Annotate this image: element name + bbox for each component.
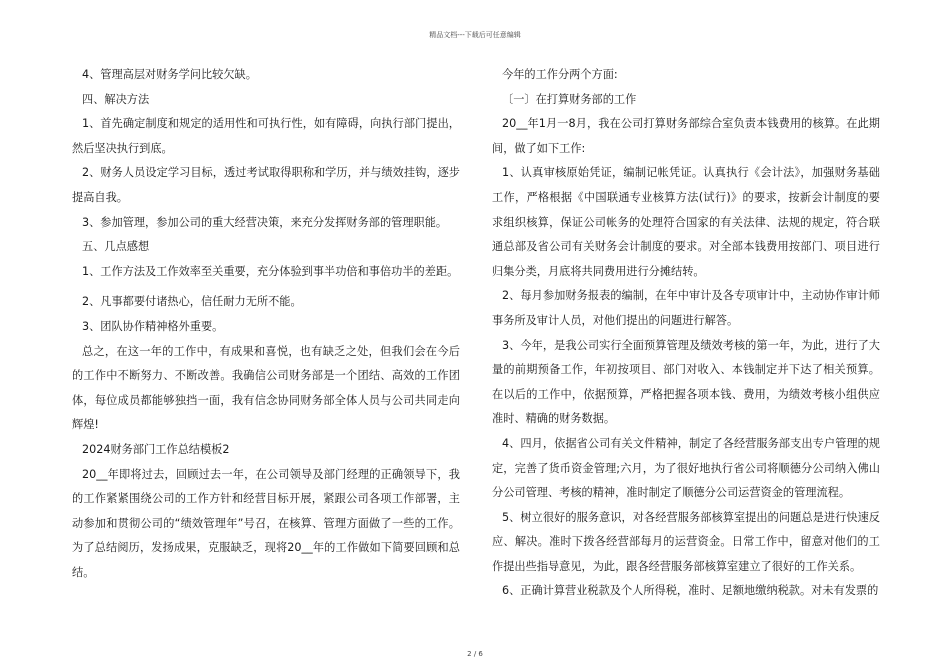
paragraph: 2、每月参加财务报表的编制，在年中审计及各专项审计中，主动协作审计师事务所及审计人员，对他们提出的问题进行解答。 <box>492 289 880 327</box>
paragraph: 1、认真审核原始凭证，编制记帐凭证。认真执行《会计法》，加强财务基础工作，严格根据《中国联通专业核算方法(试行)》的要求，按新会计制度的要求组织核算，保证公司帐务的处理符合国家的有关法律、法规的规定，符合联通总部及省公司有关财务会计制度的要求。对全部本钱费用按部门、项目进行归集分类，月底将共同费用进行分摊结转。 <box>492 166 880 278</box>
paragraph: 20__年即将过去，回顾过去一年，在公司领导及部门经理的正确领导下，我的工作紧紧围绕公司的工作方针和经营目标开展，紧跟公司各项工作部署，主动参加和贯彻公司的“绩效管理年”号召，在核算、管理方面做了一些的工作。为了总结阅历，发扬成果，克服缺乏，现将20__年的工作做如下简要回顾和总结。 <box>72 467 460 579</box>
page-number: 2 / 6 <box>467 650 483 658</box>
paragraph: 2、财务人员设定学习目标，透过考试取得职称和学历，并与绩效挂钩，逐步提高自我。 <box>72 166 460 204</box>
paragraph: 4、四月，依据省公司有关文件精神，制定了各经营服务部支出专户管理的规定，完善了货币资金管理;六月，为了很好地执行省公司将顺德分公司纳入佛山分公司管理、考核的精神，准时制定了顺德分公司运营资金的管理流程。 <box>492 436 880 500</box>
section-heading: 四、解决方法 <box>82 92 150 106</box>
document-title: 2024财务部门工作总结模板2 <box>82 442 230 456</box>
paragraph: 20__年1月一8月，我在公司打算财务部综合室负责本钱费用的核算。在此期间，做了如下工作: <box>492 117 880 155</box>
page-header: 精品文档---下载后可任意编辑 <box>429 31 521 39</box>
paragraph: 今年的工作分两个方面: <box>502 68 618 81</box>
paragraph: 6、正确计算营业税款及个人所得税，准时、足额地缴纳税款。对未有发票的 <box>502 584 879 598</box>
paragraph: 3、团队协作精神格外重要。 <box>82 319 224 333</box>
section-heading: 五、几点感想 <box>82 240 150 254</box>
right-column <box>492 63 880 604</box>
section-heading: 〔一〕在打算财务部的工作 <box>502 92 637 106</box>
paragraph: 1、工作方法及工作效率至关重要，充分体验到事半功倍和事倍功半的差距。 <box>82 264 459 278</box>
paragraph: 1、首先确定制度和规定的适用性和可执行性，如有障碍，向执行部门提出，然后坚决执行到底。 <box>72 117 460 155</box>
paragraph: 5、树立很好的服务意识，对各经营服务部核算室提出的问题总是进行快速反应、解决。准时下拨各经营部每月的运营资金。日常工作中，留意对他们的工作提出些指导意见，为此，跟各经营服务部核算室建立了很好的工作关系。 <box>492 510 880 573</box>
paragraph: 总之，在这一年的工作中，有成果和喜悦，也有缺乏之处，但我们会在今后的工作中不断努力、不断改善。我确信公司财务部是一个团结、高效的工作团体，每位成员都能够独挡一面，我有信念协同财务部全体人员与公司共同走向辉煌! <box>72 344 460 432</box>
paragraph: 3、今年，是我公司实行全面预算管理及绩效考核的第一年，为此，进行了大量的前期预备工作，年初按项目、部门对收入、本钱制定并下达了相关预算。在以后的工作中，依据预算，严格把握各项本钱、费用，为绩效考核小组供应准时、精确的财务数据。 <box>492 338 880 426</box>
paragraph: 4、管理高层对财务学问比较欠缺。 <box>82 68 257 81</box>
paragraph: 3、参加管理，参加公司的重大经营决策，来充分发挥财务部的管理职能。 <box>82 215 448 229</box>
left-column <box>72 63 460 585</box>
paragraph: 2、凡事都要付诸热心，信任耐力无所不能。 <box>82 295 302 309</box>
